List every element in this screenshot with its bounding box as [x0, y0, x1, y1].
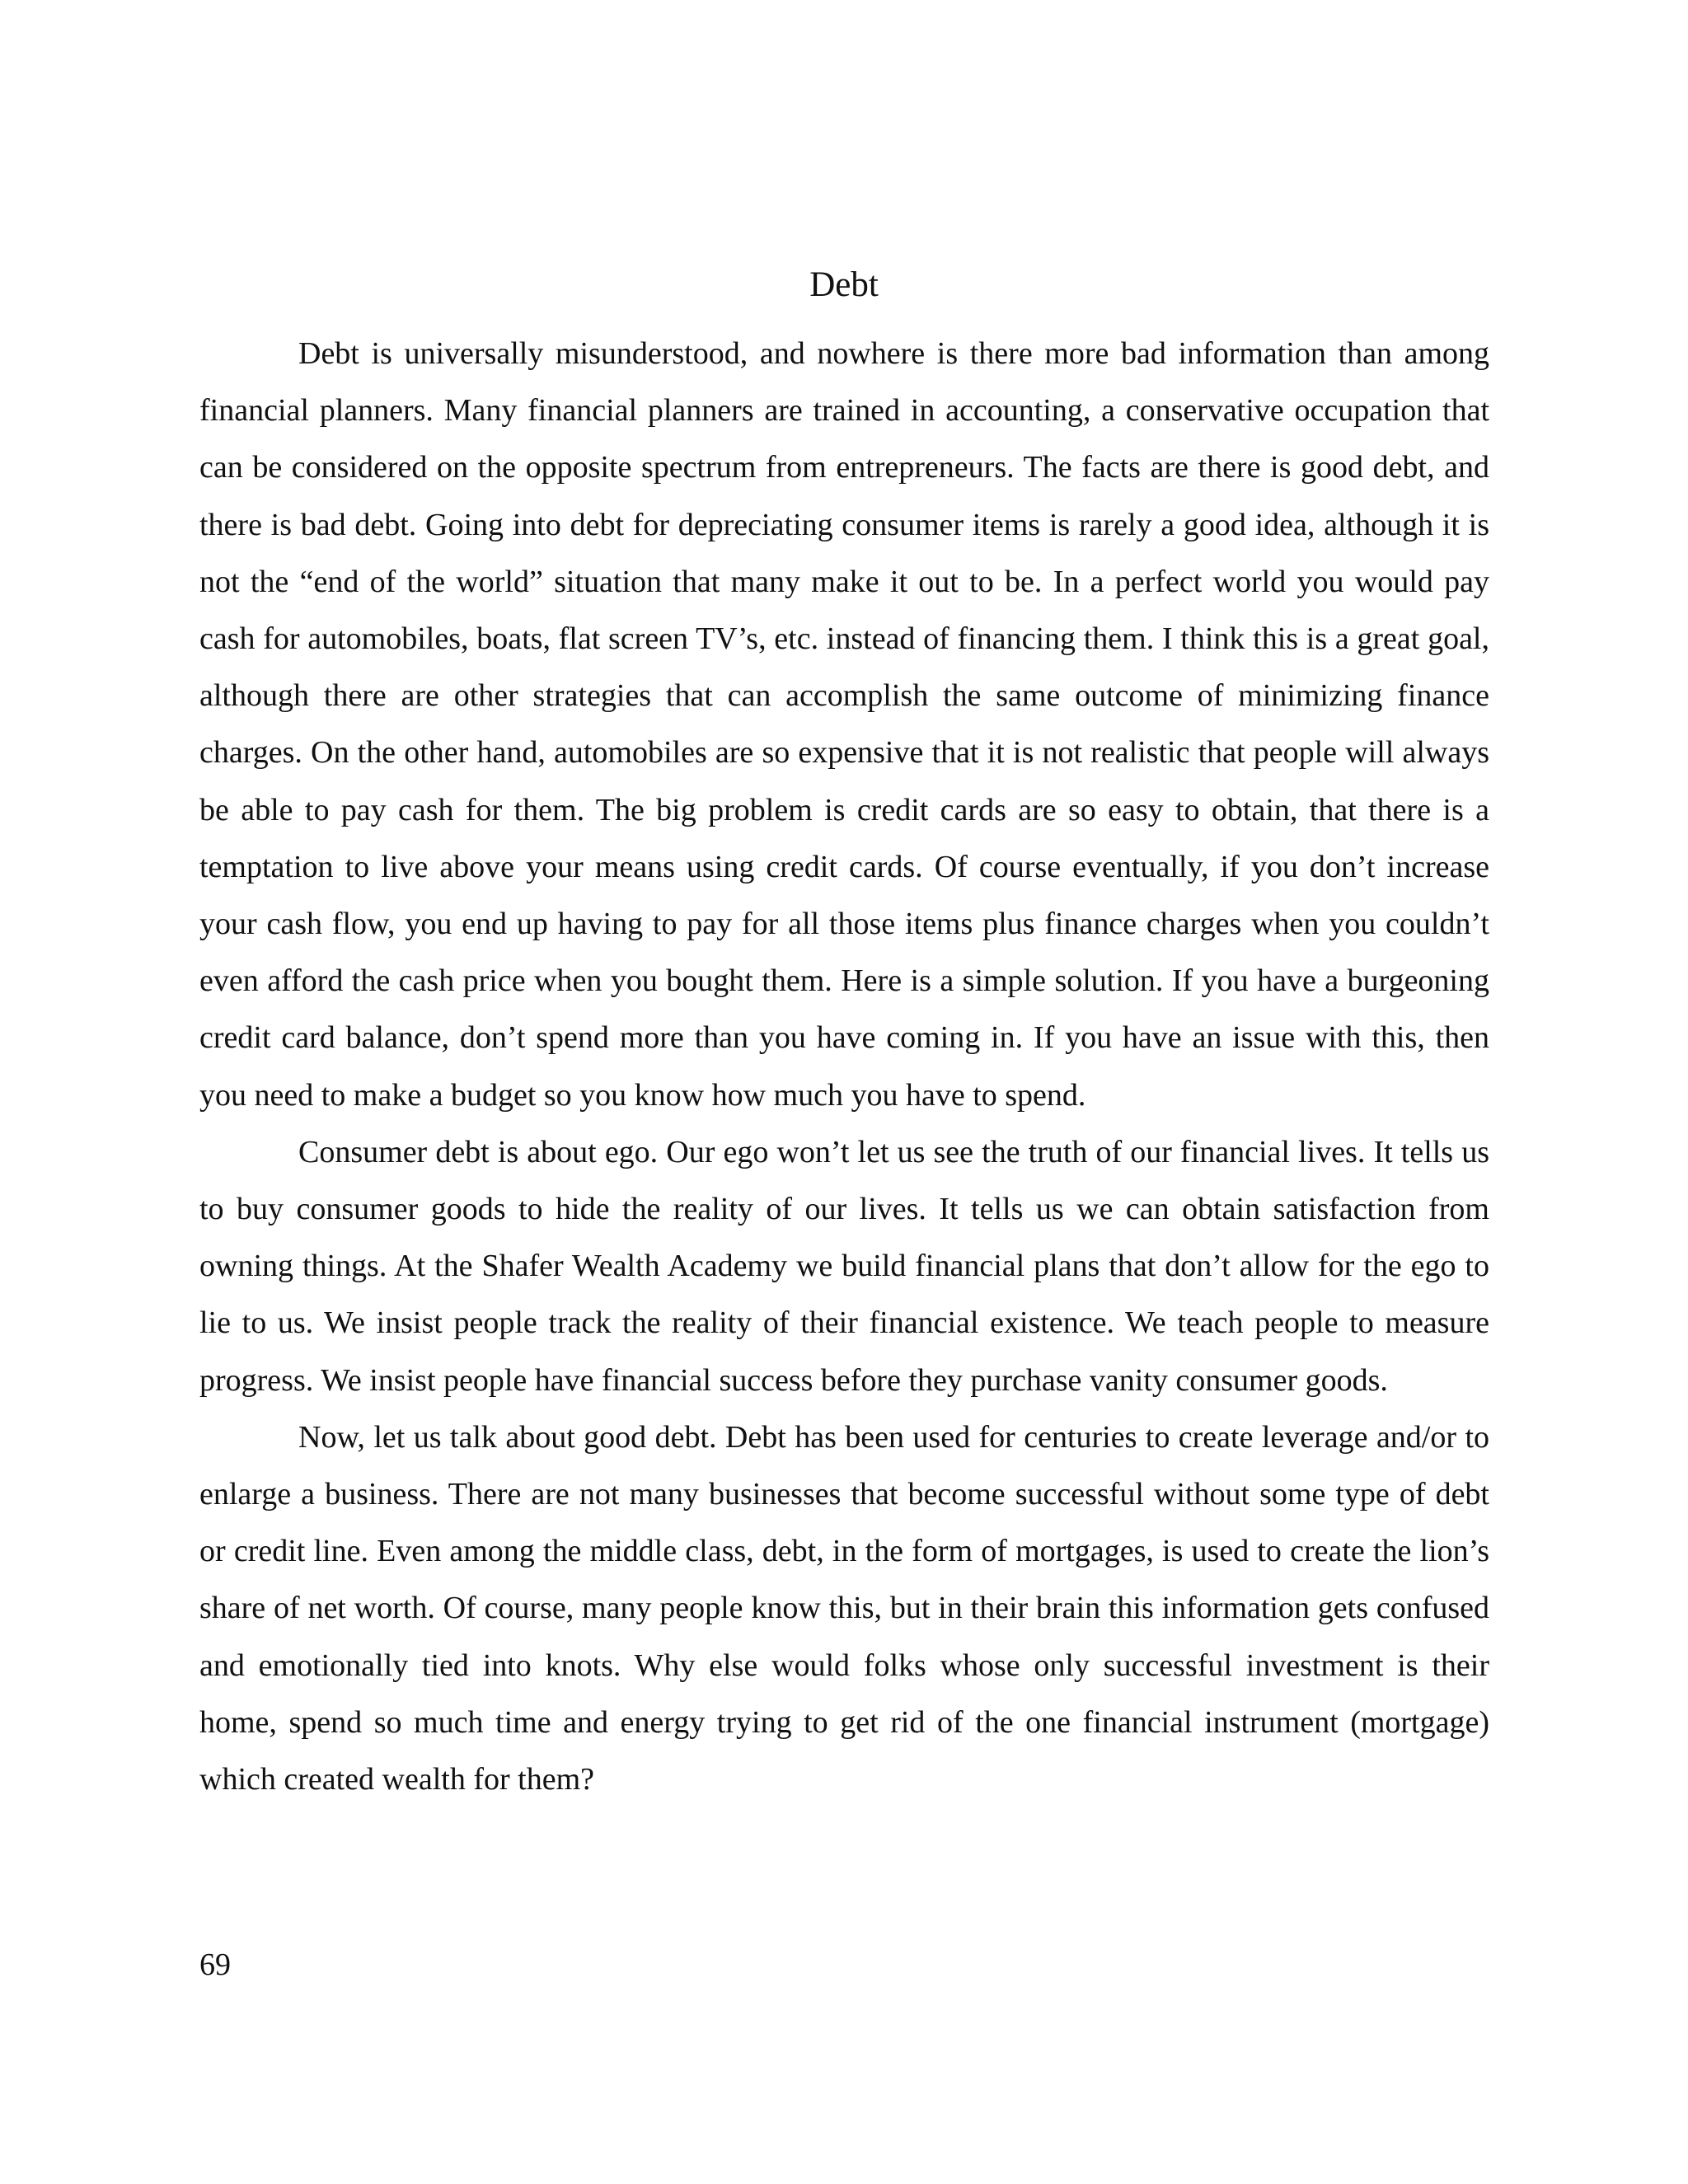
paragraph-3: Now, let us talk about good debt. Debt has been used for centuries to create leverage and/or to enlarge a business. There are not many businesses that become successful without some type of debt or credit line. Even among the middle class, debt, in the form of mortgages, is used to create the lion’s share of net worth. Of course, many people know this, but in their brain this information gets confused and emotionally tied into knots. Why else would folks whose only successful investment is their home, spend so much time and energy trying to get rid of the one financial instrument (mortgage) which created wealth for them?	[199, 1419, 1489, 1797]
paragraph-2: Consumer debt is about ego. Our ego won’t let us see the truth of our financial lives. It tells us to buy consumer goods to hide the reality of our lives. It tells us we can obtain satisfaction from owning things. At the Shafer Wealth Academy we build financial plans that don’t allow for the ego to lie to us. We insist people track the reality of their financial existence. We teach people to measure progress. We insist people have financial success before they purchase vanity consumer goods.	[199, 1134, 1489, 1398]
page-title: Debt	[809, 265, 879, 304]
page-number: 69	[199, 1947, 231, 1982]
paragraph-1: Debt is universally misunderstood, and nowhere is there more bad information than among financial planners. Many financial planners are trained in accounting, a conservative occupation that can be considered on the opposite spectrum from entrepreneurs. The facts are there is good debt, and there is bad debt. Going into debt for depreciating consumer items is rarely a good idea, although it is not the “end of the world” situation that many make it out to be. In a perfect world you would pay cash for automobiles, boats, flat screen TV’s, etc. instead of financing them. I think this is a great goal, although there are other strategies that can accomplish the same outcome of minimizing finance charges. On the other hand, automobiles are so expensive that it is not realistic that people will always be able to pay cash for them. The big problem is credit cards are so easy to obtain, that there is a temptation to live above your means using credit cards. Of course eventually, if you don’t increase your cash flow, you end up having to pay for all those items plus finance charges when you couldn’t even afford the cash price when you bought them. Here is a simple solution. If you have a burgeoning credit card balance, don’t spend more than you have coming in. If you have an issue with this, then you need to make a budget so you know how much you have to spend.	[199, 336, 1489, 1113]
body-text	[199, 326, 1489, 1808]
